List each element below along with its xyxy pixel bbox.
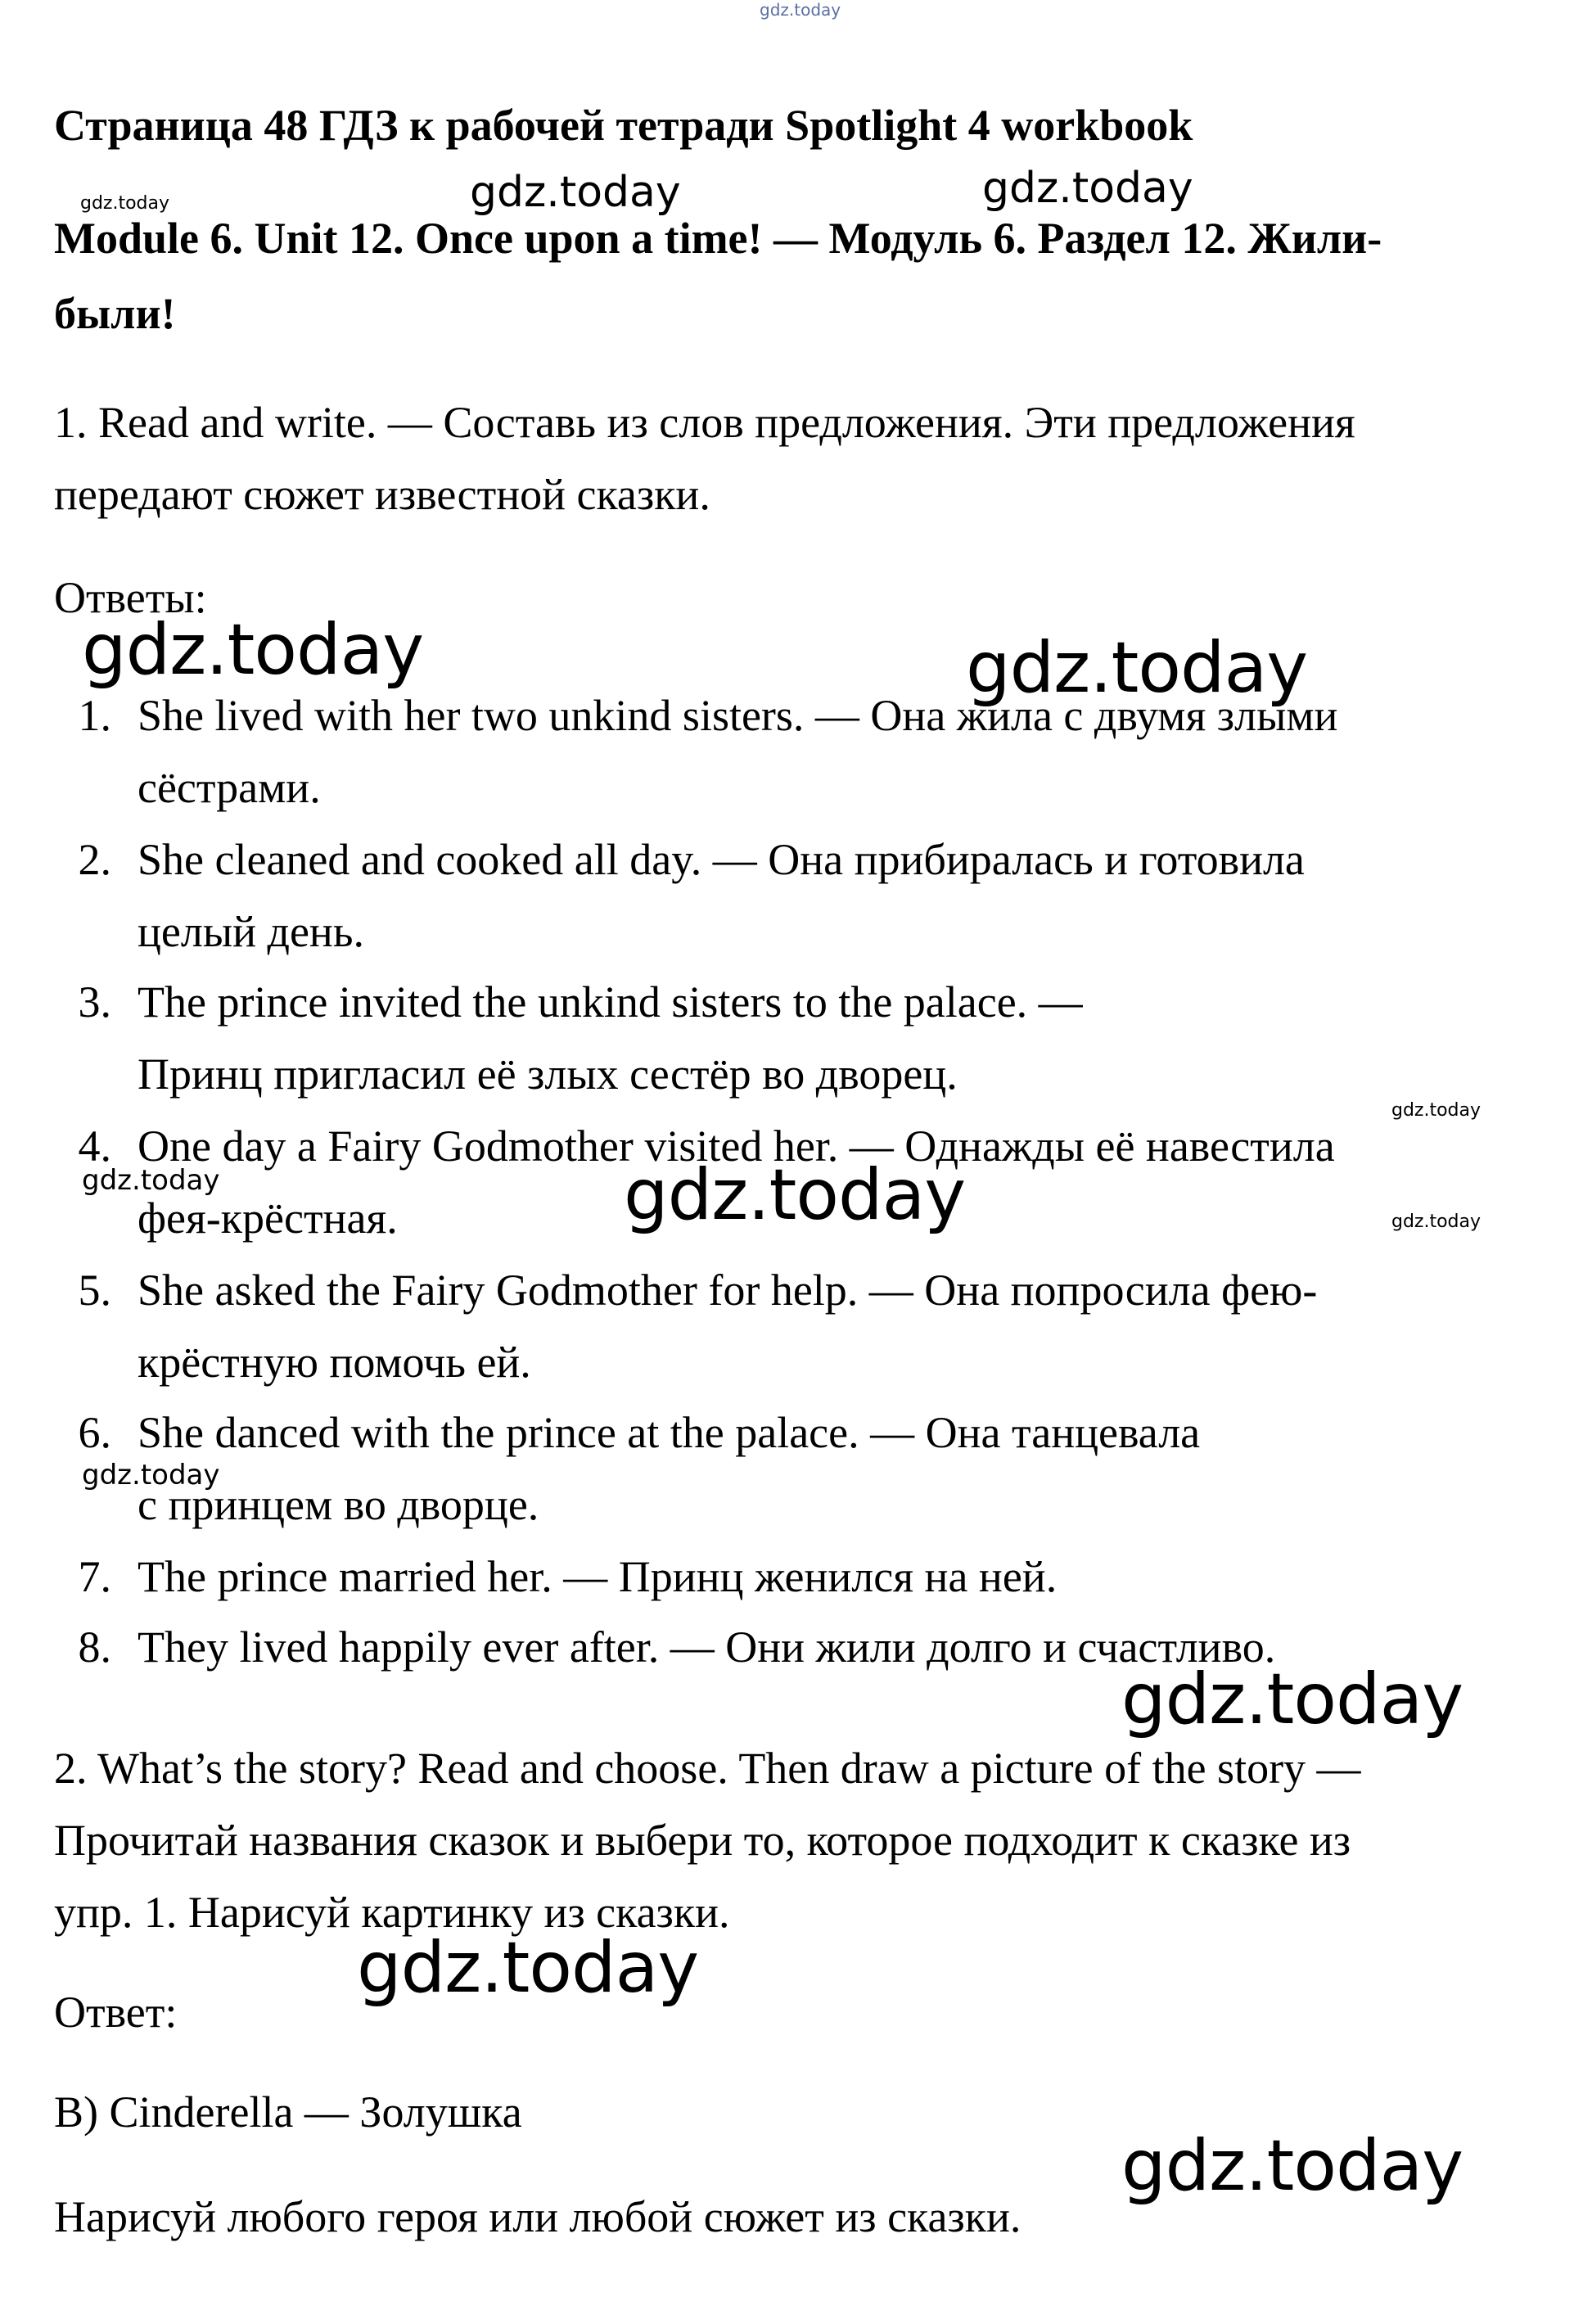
item-number: 4. (78, 1121, 111, 1171)
task2-prompt-line3: упр. 1. Нарисуй картинку из сказки. (54, 1888, 730, 1937)
item-number: 7. (78, 1552, 111, 1601)
answer-text: B) Cinderella — Золушка (54, 2087, 522, 2137)
watermark-small: gdz.today (82, 1164, 220, 1197)
watermark-small: gdz.today (1391, 1212, 1482, 1232)
watermark-small: gdz.today (82, 1459, 220, 1491)
item-text: One day a Fairy Godmother visited her. — Однажды её навестила (138, 1121, 1335, 1171)
task1-prompt-line2: передают сюжет известной сказки. (54, 470, 710, 519)
item-text: The prince invited the unkind sisters to the palace. — (138, 977, 1083, 1027)
task1-prompt-line1: 1. Read and write. — Составь из слов предложения. Эти предложения (54, 398, 1355, 447)
task2-prompt-line1: 2. What’s the story? Read and choose. Then draw a picture of the story — (54, 1744, 1361, 1793)
watermark-large: gdz.today (966, 627, 1308, 709)
item-text-cont: крёстную помочь ей. (138, 1338, 531, 1387)
watermark-large: gdz.today (624, 1154, 966, 1236)
answers-label: Ответы: (54, 573, 207, 622)
item-text-cont: с принцем во дворце. (138, 1480, 539, 1529)
watermark-large: gdz.today (82, 609, 424, 691)
module-heading-line2: были! (54, 289, 176, 338)
answer-label: Ответ: (54, 1988, 178, 2037)
item-text: They lived happily ever after. — Они жили долго и счастливо. (138, 1622, 1276, 1672)
watermark-large: gdz.today (1121, 2125, 1463, 2207)
page-title: Страница 48 ГДЗ к рабочей тетради Spotlight 4 workbook (54, 101, 1193, 150)
item-number: 2. (78, 835, 111, 884)
item-text: She lived with her two unkind sisters. — Она жила с двумя злыми (138, 691, 1338, 740)
item-number: 6. (78, 1408, 111, 1457)
item-number: 3. (78, 977, 111, 1027)
watermark-medium: gdz.today (982, 164, 1193, 213)
task2-prompt-line2: Прочитай названия сказок и выбери то, которое подходит к сказке из (54, 1816, 1351, 1865)
watermark-top: gdz.today (760, 0, 841, 20)
item-text: She cleaned and cooked all day. — Она прибиралась и готовила (138, 835, 1305, 884)
item-text-cont: сёстрами. (138, 763, 321, 812)
watermark-large: gdz.today (1121, 1658, 1463, 1740)
watermark-small: gdz.today (1391, 1100, 1482, 1121)
item-text: She asked the Fairy Godmother for help. — Она попросила фею- (138, 1266, 1318, 1315)
item-text: The prince married her. — Принц женился на ней. (138, 1552, 1058, 1601)
item-text-cont: целый день. (138, 907, 364, 956)
item-number: 1. (78, 691, 111, 740)
watermark-small: gdz.today (80, 193, 170, 214)
item-text-cont: фея-крёстная. (138, 1194, 398, 1243)
item-text-cont: Принц пригласил её злых сестёр во дворец. (138, 1049, 958, 1099)
drawing-instruction: Нарисуй любого героя или любой сюжет из сказки. (54, 2192, 1021, 2241)
item-number: 8. (78, 1622, 111, 1672)
watermark-large: gdz.today (357, 1927, 699, 2009)
item-number: 5. (78, 1266, 111, 1315)
watermark-medium: gdz.today (470, 168, 681, 217)
item-text: She danced with the prince at the palace. — Она танцевала (138, 1408, 1201, 1457)
module-heading-line1: Module 6. Unit 12. Once upon a time! — Модуль 6. Раздел 12. Жили- (54, 214, 1382, 263)
